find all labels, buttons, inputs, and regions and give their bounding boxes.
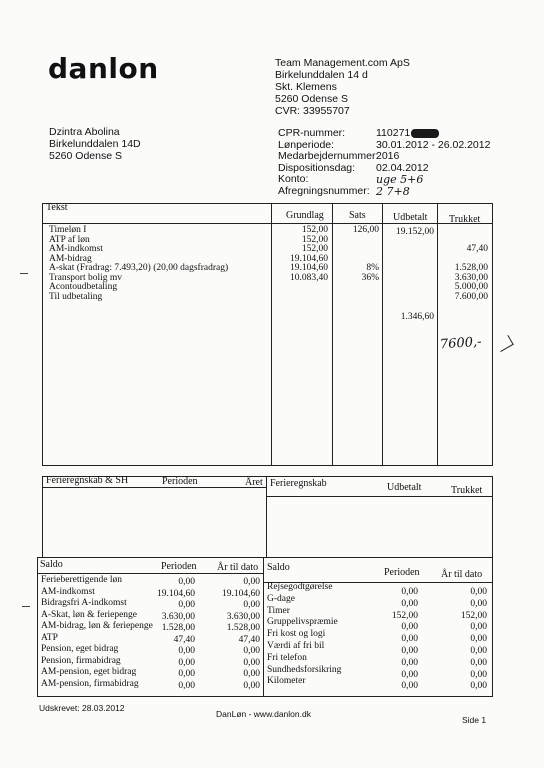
- meta-value: 2016: [376, 150, 400, 162]
- company-address: Birkelunddalen 14 d: [275, 69, 368, 81]
- margin-mark: [22, 606, 30, 607]
- saldo-right-label: Fri telefon: [267, 652, 307, 663]
- meta-value: 110271: [376, 128, 439, 140]
- saldo-value: 19.104,60: [157, 588, 195, 599]
- handwritten-amount: 7600,-: [439, 334, 483, 353]
- saldo-left-label: AM-indkomst: [41, 586, 95, 597]
- ferie-left-perioden: Perioden: [162, 476, 198, 487]
- saldo-value: 0,00: [401, 645, 418, 656]
- saldo-left-label: AM-bidrag, løn & feriepenge: [41, 621, 153, 631]
- trukket-value: 47,40: [466, 244, 488, 255]
- saldo-right-perioden-values: [375, 587, 418, 693]
- col-udbetalt: [383, 228, 434, 238]
- meta-label: Dispositionsdag:: [278, 161, 356, 174]
- saldo-value: 0,00: [401, 657, 418, 668]
- saldo-value: 0,00: [243, 680, 260, 691]
- sats-value: [333, 245, 379, 255]
- row-label: A-skat (Fradrag: 7.493,20) (20,00 dagsfradrag): [49, 263, 229, 274]
- ferie-left-aaret: Året: [245, 477, 263, 488]
- saldo-value: 0,00: [470, 681, 487, 692]
- trukket-value: [438, 226, 488, 236]
- grundlag-value: 152,00: [301, 225, 328, 235]
- company-name: Team Management.com ApS: [275, 57, 410, 69]
- saldo-left-label: Pension, firmabidrag: [41, 655, 121, 666]
- saldo-value: 0,00: [470, 587, 487, 597]
- meta-row-cpr: [278, 128, 490, 140]
- saldo-value: 0,00: [401, 598, 418, 609]
- grundlag-value: 10.083,40: [290, 272, 328, 283]
- saldo-left-label: A-Skat, løn & feriepenge: [41, 609, 138, 620]
- grundlag-value: 19.104,60: [290, 253, 328, 264]
- saldo-value: 0,00: [470, 645, 487, 656]
- saldo-right-label: G-dage: [267, 593, 295, 604]
- saldo-value: 0,00: [243, 646, 260, 656]
- meta-label: CPR-nummer:: [278, 127, 346, 139]
- employee-name: Dzintra Abolina: [49, 126, 120, 138]
- col-text: [49, 226, 228, 302]
- header-udbetalt: Udbetalt: [393, 212, 428, 223]
- margin-mark: [20, 273, 28, 274]
- employee-address: Birkelunddalen 14D: [49, 138, 141, 150]
- trukket-value: 3.630,00: [454, 272, 488, 283]
- saldo-right-label: Fri kost og logi: [267, 629, 326, 640]
- sats-value: 8%: [366, 263, 379, 274]
- meta-value: 02.04.2012: [376, 161, 429, 174]
- saldo-value: 3.630,00: [226, 611, 260, 622]
- saldo-value: 0,00: [178, 680, 195, 691]
- printed-date: Udskrevet: 28.03.2012: [39, 703, 125, 713]
- saldo-value: 0,00: [401, 587, 418, 597]
- saldo-left-aar: År til dato: [217, 562, 259, 573]
- meta-label: Medarbejdernummer:: [278, 150, 379, 162]
- company-cvr: CVR: 33955707: [275, 105, 350, 117]
- row-label: Acontoudbetaling: [49, 282, 118, 293]
- saldo-value: 0,00: [178, 646, 195, 656]
- saldo-value: 0,00: [243, 600, 260, 610]
- saldo-value: 47,40: [173, 634, 195, 645]
- saldo-value: 0,00: [243, 657, 260, 668]
- header-sats: Sats: [349, 210, 366, 221]
- trukket-value: 5.000,00: [454, 282, 488, 293]
- saldo-left-perioden-values: [150, 577, 195, 692]
- row-label: ATP af løn: [49, 234, 90, 245]
- udbetalt-value: 19.152,00: [396, 227, 434, 237]
- sats-value: 126,00: [352, 225, 379, 235]
- udbetalt-total: 1.346,60: [400, 312, 434, 322]
- saldo-right-aar-values: [440, 587, 487, 693]
- saldo-right-label: Gruppelivspræmie: [267, 617, 338, 628]
- saldo-value: 0,00: [470, 657, 487, 668]
- saldo-left-label: AM-pension, firmabidrag: [41, 678, 139, 689]
- saldo-value: 0,00: [470, 598, 487, 609]
- saldo-left-aar-values: [212, 577, 260, 692]
- saldo-value: 19.104,60: [222, 588, 260, 599]
- col-grundlag: [272, 226, 328, 283]
- saldo-value: 0,00: [470, 634, 487, 645]
- saldo-value: 1.528,00: [226, 623, 260, 633]
- saldo-value: 152,00: [460, 610, 487, 621]
- meta-value-handwritten: uge 5+6: [376, 173, 424, 186]
- company-city: 5260 Odense S: [275, 93, 348, 105]
- meta-label: Afregningsnummer:: [278, 184, 370, 197]
- ferie-header-divider: [266, 496, 492, 497]
- row-label: AM-indkomst: [49, 244, 103, 255]
- saldo-left-title: Saldo: [40, 559, 63, 570]
- saldo-left-label: Pension, eget bidrag: [41, 644, 119, 654]
- saldo-right-aar: År til dato: [441, 569, 483, 580]
- ferie-right-udbetalt: Udbetalt: [387, 482, 422, 493]
- employee-city: 5260 Odense S: [49, 150, 122, 162]
- saldo-value: 0,00: [401, 634, 418, 645]
- trukket-value: 1.528,00: [454, 263, 488, 274]
- row-label: AM-bidrag: [49, 253, 92, 264]
- saldo-right-label: Sundhedsforsikring: [267, 664, 342, 675]
- header-trukket: Trukket: [449, 214, 481, 225]
- saldo-right-label: Rejsegodtgørelse: [267, 582, 333, 592]
- header-grundlag: Grundlag: [286, 210, 324, 221]
- row-label: Timeløn I: [49, 225, 87, 235]
- saldo-value: 0,00: [243, 669, 260, 679]
- saldo-left-label: ATP: [41, 632, 58, 643]
- saldo-left-label: Ferieberettigende løn: [41, 575, 122, 585]
- ferie-table: [42, 476, 493, 558]
- saldo-value: 0,00: [178, 577, 195, 587]
- payslip-meta: [278, 128, 490, 197]
- ferie-right-title: Ferieregnskab: [270, 478, 327, 489]
- meta-label: Lønperiode:: [278, 138, 335, 151]
- handwritten-checkmark: [495, 335, 513, 352]
- saldo-value: 0,00: [470, 669, 487, 680]
- saldo-left-labels: [41, 575, 153, 690]
- ferie-right-trukket: Trukket: [451, 485, 483, 496]
- ferie-divider: [266, 476, 267, 557]
- saldo-value: 0,00: [243, 577, 260, 587]
- col-sats: [333, 226, 379, 283]
- company-district: Skt. Klemens: [275, 81, 337, 93]
- footer-site: DanLøn - www.danlon.dk: [216, 709, 311, 719]
- sats-value: [333, 236, 379, 246]
- saldo-value: 0,00: [178, 657, 195, 668]
- saldo-value: 0,00: [178, 600, 195, 610]
- saldo-value: 1.528,00: [161, 623, 195, 633]
- page-number: Side 1: [462, 715, 487, 725]
- meta-value: 30.01.2012 - 26.02.2012: [376, 138, 491, 151]
- saldo-value: 0,00: [401, 669, 418, 680]
- redaction-mark: [411, 129, 439, 138]
- danlon-logo: danlon: [48, 52, 159, 85]
- meta-row-employee-number: [278, 151, 490, 163]
- meta-value-handwritten: 2 7+8: [376, 184, 410, 198]
- saldo-value: 0,00: [178, 669, 195, 679]
- row-label: Til udbetaling: [49, 291, 103, 302]
- trukket-value: 7.600,00: [454, 291, 488, 302]
- col-divider: [382, 203, 383, 465]
- saldo-value: 0,00: [401, 622, 418, 633]
- saldo-right-title: Saldo: [267, 562, 290, 573]
- ferie-header-divider: [42, 487, 267, 488]
- saldo-divider: [263, 557, 264, 696]
- saldo-header-divider: [37, 573, 264, 574]
- grundlag-value: 152,00: [301, 244, 328, 255]
- row-label: Transport bolig mv: [49, 272, 123, 283]
- saldo-right-label: Kilometer: [267, 676, 306, 687]
- saldo-value: 152,00: [391, 610, 418, 621]
- saldo-value: 3.630,00: [161, 611, 195, 622]
- meta-row-account: [278, 174, 490, 186]
- saldo-right-label: Timer: [267, 605, 290, 616]
- meta-row-settlement-number: [278, 186, 490, 198]
- saldo-right-labels: [267, 582, 341, 688]
- saldo-left-label: AM-pension, eget bidrag: [41, 667, 137, 677]
- main-header-divider: [42, 223, 493, 224]
- saldo-value: 47,40: [238, 634, 260, 645]
- saldo-value: 0,00: [470, 622, 487, 633]
- header-tekst: Tekst: [46, 202, 68, 213]
- saldo-right-perioden: Perioden: [384, 567, 420, 578]
- employee-address-block: [49, 126, 141, 162]
- col-trukket: [438, 226, 488, 302]
- saldo-left-perioden: Perioden: [161, 561, 197, 572]
- saldo-left-label: Bidragsfri A-indkomst: [41, 598, 127, 608]
- sats-value: 36%: [361, 272, 379, 283]
- saldo-right-label: Værdi af fri bil: [267, 640, 325, 651]
- company-address-block: [275, 57, 410, 117]
- ferie-left-title: Ferieregnskab & SH: [46, 475, 129, 486]
- saldo-value: 0,00: [401, 681, 418, 692]
- grundlag-value: 19.104,60: [290, 263, 328, 274]
- meta-label: Konto:: [278, 173, 309, 185]
- grundlag-value: 152,00: [301, 234, 328, 245]
